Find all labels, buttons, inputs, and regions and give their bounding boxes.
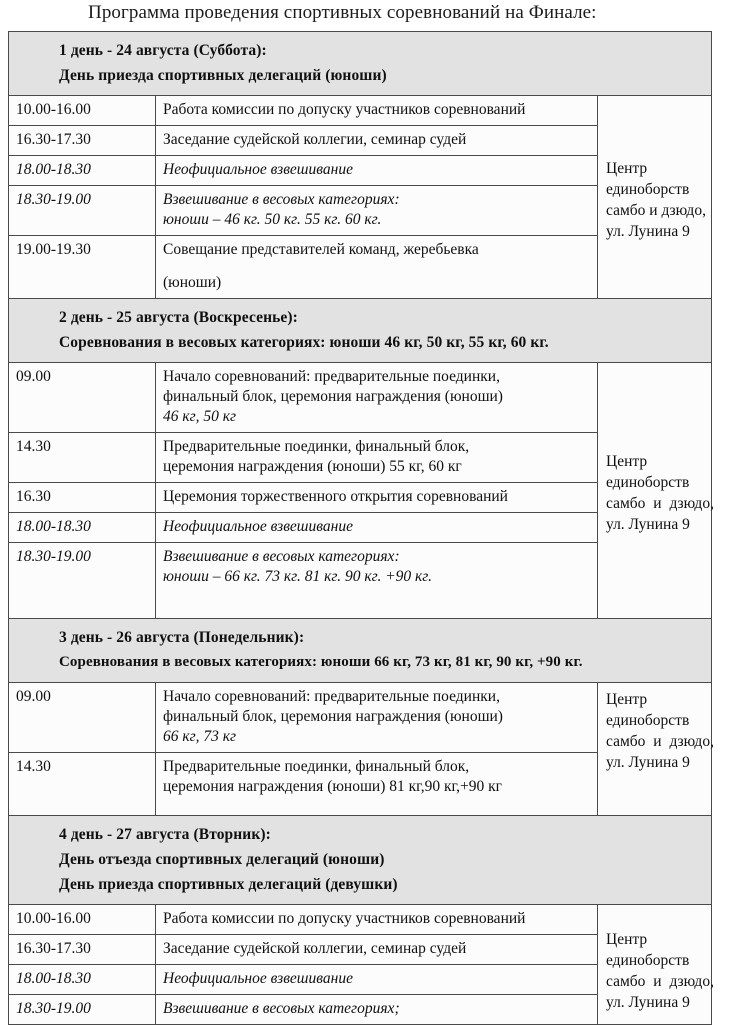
description-cell [156,126,598,156]
day-4-banner [9,816,712,905]
day-1-banner-line-2: День приезда спортивных делегаций (юноши) [59,67,387,84]
day-1-banner-line-1: 1 день - 24 августа (Суббота): [59,42,267,59]
time-cell: 16.30-17.30 [9,935,156,965]
time-cell: 19.00-19.30 [9,236,156,299]
venue-line-2: единоборств [606,952,690,969]
venue-cell-day-3 [598,683,712,816]
desc-line: (юноши) [163,274,222,291]
desc-line: Церемония торжественного открытия соревнований [163,488,508,505]
venue-line-3: самбо и дзюдо, [606,202,706,219]
description-cell [156,543,598,619]
desc-line: Неофициальное взвешивание [163,518,353,535]
description-cell [156,186,598,236]
venue-line-3: самбо и дзюдо, [606,733,714,750]
day-2-banner-line-2: Соревнования в весовых категориях: юноши 46 кг, 50 кг, 55 кг, 60 кг. [59,334,549,351]
table-row [9,683,712,753]
day-2-banner [9,299,712,363]
day-banner-row [9,32,712,96]
description-cell [156,513,598,543]
desc-line: Совещание представителей команд, жеребьевка [163,241,479,258]
time-cell: 16.30-17.30 [9,126,156,156]
day-4-banner-line-1: 4 день - 27 августа (Вторник): [59,826,271,843]
venue-cell-day-2 [598,363,712,619]
venue-cell-day-4 [598,905,712,1025]
desc-line: юноши – 66 кг. 73 кг. 81 кг. 90 кг. +90 кг. [163,568,432,585]
venue-line-1: Центр [606,160,648,177]
desc-line: Начало соревнований: предварительные поединки, [163,688,500,705]
day-2-banner-line-1: 2 день - 25 августа (Воскресенье): [59,309,298,326]
desc-line: Работа комиссии по допуску участников соревнований [163,910,526,927]
time-cell: 18.00-18.30 [9,965,156,995]
competition-schedule-table [8,31,712,1025]
time-cell: 18.00-18.30 [9,156,156,186]
desc-line: церемония награждения (юноши) 81 кг,90 кг,+90 кг [163,778,503,795]
description-cell [156,156,598,186]
day-3-banner-line-1: 3 день - 26 августа (Понедельник): [59,629,305,646]
description-cell [156,433,598,483]
desc-blank-line [163,600,590,613]
time-cell: 10.00-16.00 [9,96,156,126]
venue-line-1: Центр [606,931,648,948]
time-cell: 16.30 [9,483,156,513]
time-cell: 09.00 [9,363,156,433]
venue-line-4: ул. Лунина 9 [606,754,690,771]
venue-line-4: ул. Лунина 9 [606,516,690,533]
desc-blank-line [163,797,590,810]
time-cell: 18.30-19.00 [9,995,156,1025]
venue-line-4: ул. Лунина 9 [606,223,690,240]
desc-line: 46 кг, 50 кг [163,408,237,425]
day-1-banner [9,32,712,96]
venue-line-3: самбо и дзюдо, [606,973,714,990]
desc-line: юноши – 46 кг. 50 кг. 55 кг. 60 кг. [163,211,382,228]
description-cell [156,483,598,513]
desc-line: финальный блок, церемония награждения (юноши) [163,708,503,725]
time-cell: 14.30 [9,753,156,816]
day-4-banner-line-2: День отъезда спортивных делегаций (юноши) [59,851,385,868]
description-cell [156,236,598,299]
description-cell [156,905,598,935]
time-cell: 10.00-16.00 [9,905,156,935]
schedule-body [9,32,712,1025]
desc-line: Заседание судейской коллегии, семинар судей [163,940,467,957]
description-cell [156,753,598,816]
desc-line: Предварительные поединки, финальный блок, [163,758,470,775]
day-3-banner [9,619,712,683]
desc-line: Предварительные поединки, финальный блок, [163,438,470,455]
desc-line: Взвешивание в весовых категориях; [163,1000,400,1017]
description-cell [156,965,598,995]
table-row [9,905,712,935]
day-banner-row [9,299,712,363]
day-banner-row [9,619,712,683]
venue-line-4: ул. Лунина 9 [606,994,690,1011]
description-cell [156,363,598,433]
desc-line: Заседание судейской коллегии, семинар судей [163,131,467,148]
desc-line: финальный блок, церемония награждения (юноши) [163,388,503,405]
desc-blank-line [163,260,590,273]
desc-line: 66 кг, 73 кг [163,728,237,745]
time-cell: 14.30 [9,433,156,483]
venue-spacer [606,369,705,451]
page-title: Программа проведения спортивных соревнований на Финале: [88,2,597,23]
desc-line: Взвешивание в весовых категориях: [163,548,400,565]
time-cell: 18.30-19.00 [9,543,156,619]
desc-blank-line [163,587,590,600]
venue-cell-day-1 [598,96,712,299]
desc-line: Начало соревнований: предварительные поединки, [163,368,500,385]
description-cell [156,995,598,1025]
time-cell: 09.00 [9,683,156,753]
desc-line: Неофициальное взвешивание [163,970,353,987]
venue-line-1: Центр [606,453,648,470]
desc-line: Неофициальное взвешивание [163,161,353,178]
venue-line-2: единоборств [606,181,690,198]
time-cell: 18.30-19.00 [9,186,156,236]
description-cell [156,96,598,126]
desc-line: Работа комиссии по допуску участников соревнований [163,101,526,118]
venue-line-1: Центр [606,691,648,708]
table-row [9,96,712,126]
description-cell [156,935,598,965]
desc-line: Взвешивание в весовых категориях: [163,191,400,208]
venue-line-3: самбо и дзюдо, [606,495,714,512]
venue-spacer [606,911,705,929]
day-banner-row [9,816,712,905]
table-row [9,363,712,433]
desc-line: церемония награждения (юноши) 55 кг, 60 кг [163,458,462,475]
venue-line-2: единоборств [606,712,690,729]
day-3-banner-line-2: Соревнования в весовых категориях: юноши 66 кг, 73 кг, 81 кг, 90 кг, +90 кг. [59,654,583,670]
venue-line-2: единоборств [606,474,690,491]
venue-spacer [606,102,705,158]
description-cell [156,683,598,753]
day-4-banner-line-3: День приезда спортивных делегаций (девушки) [59,876,398,893]
time-cell: 18.00-18.30 [9,513,156,543]
